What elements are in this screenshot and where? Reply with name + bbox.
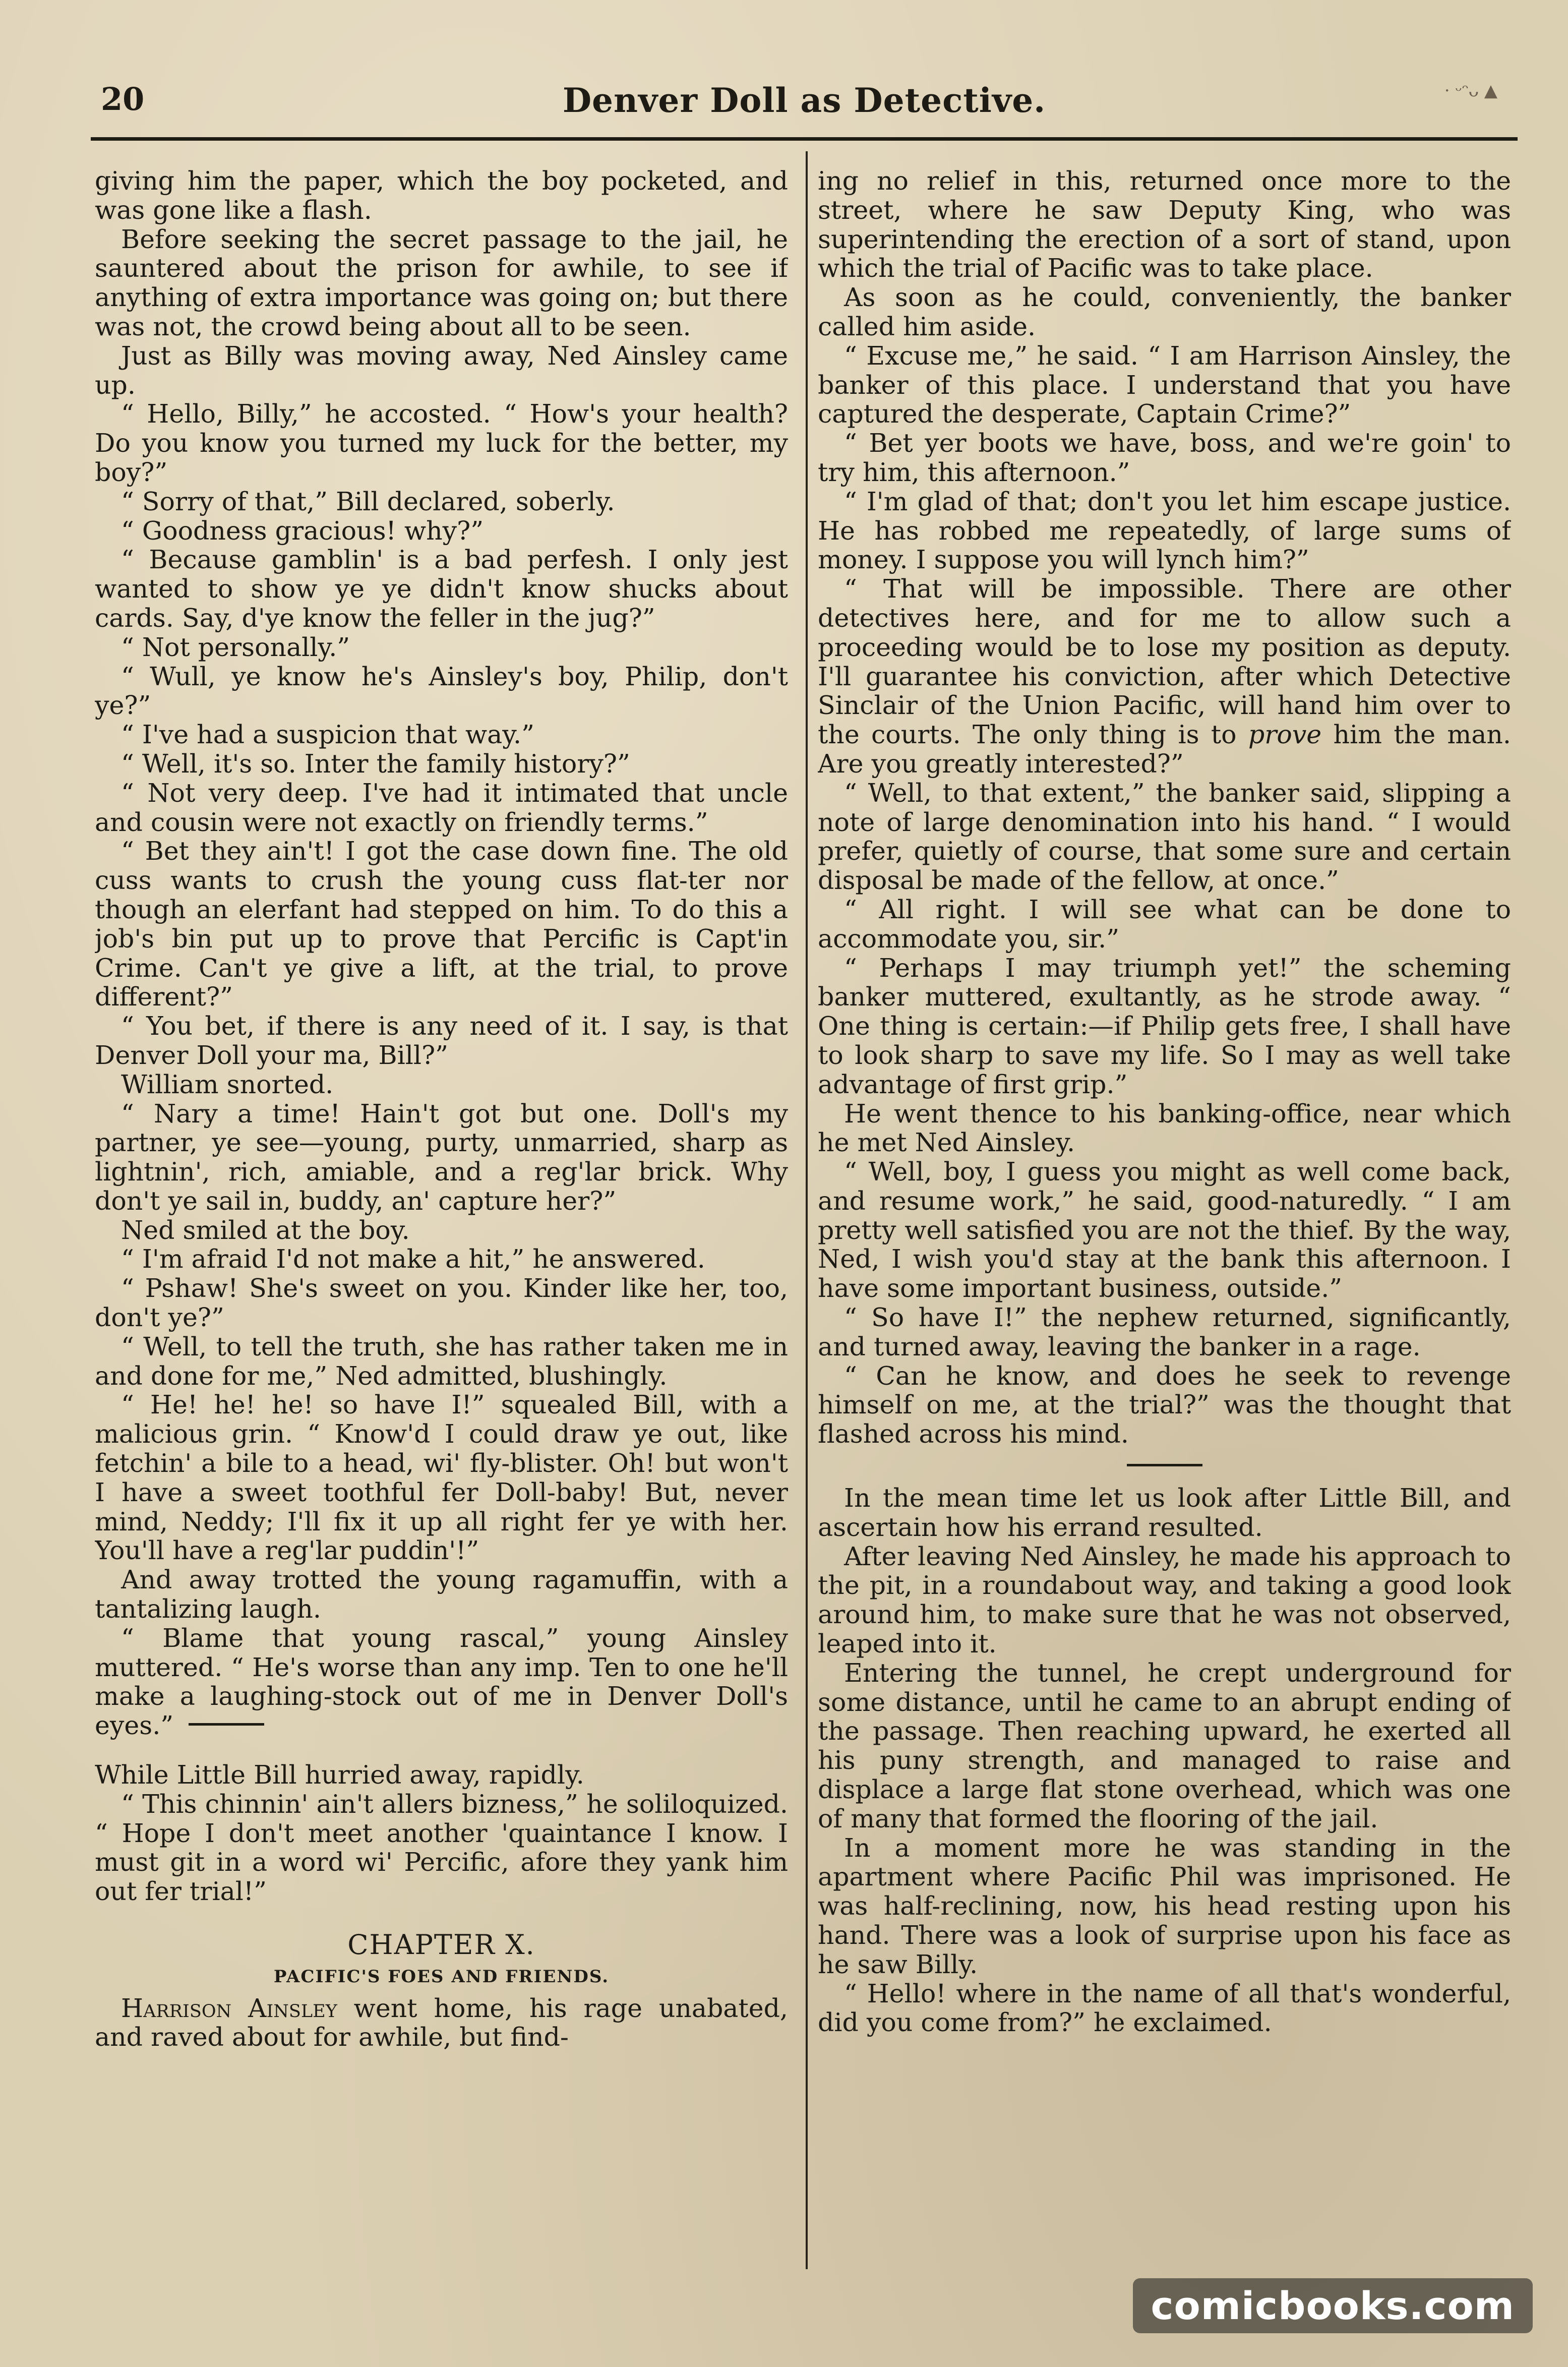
paragraph: “ Bet they ain't! I got the case down fine. The old cuss wants to crush the young cuss flat-ter nor though an elerfant had stepped on him. To do this a job's bin put up to prove that Percific is Capt'in Crime. Can't ye give a lift, at the trial, to prove different?” — [95, 836, 788, 1012]
paragraph: giving him the paper, which the boy pocketed, and was gone like a flash. — [95, 166, 788, 225]
right-column — [818, 166, 1511, 2284]
paragraph: “ Well, it's so. Inter the family history?” — [121, 748, 630, 779]
paragraph: “ So have I!” the nephew returned, significantly, and turned away, leaving the banker in a rage. — [818, 1303, 1511, 1362]
chapter-opening-paragraph — [95, 1994, 788, 2052]
paragraph: “ Well, to tell the truth, she has rather taken me in and done for me,” Ned admitted, blushingly. — [95, 1331, 788, 1391]
chapter-lead-name: Harrison Ainsley — [121, 1993, 337, 2023]
paragraph: While Little Bill hurried away, rapidly. — [95, 1760, 584, 1790]
paragraph: In the mean time let us look after Little Bill, and ascertain how his errand resulted. — [818, 1483, 1511, 1542]
paragraph: ing no relief in this, returned once more to the street, where he saw Deputy King, who was superintending the erection of a sort of stand, upon which the trial of Pacific was to take place. — [818, 166, 1511, 283]
paragraph: And away trotted the young ragamuffin, with a tantalizing laugh. — [95, 1565, 788, 1624]
left-column — [95, 166, 788, 2284]
paragraph: “ Nary a time! Hain't got but one. Doll's my partner, ye see—young, purty, unmarried, sharp as lightnin', rich, amiable, and a reg'lar brick. Why don't ye sail in, buddy, an' capture her?” — [95, 1098, 788, 1216]
paragraph: “ Can he know, and does he seek to revenge himself on me, at the trial?” was the thought that flashed across his mind. — [818, 1360, 1511, 1449]
chapter-title: CHAPTER X. — [347, 1929, 535, 1961]
paragraph-text: “ Blame that young rascal,” young Ainsley muttered. “ He's worse than any imp. Ten to one he'll make a laughing-stock out of me in Denver Doll's eyes.” — [95, 1623, 788, 1741]
paragraph-before-section-break — [95, 1624, 788, 1740]
paragraph: “ Not very deep. I've had it intimated that uncle and cousin were not exactly on friendly terms.” — [95, 778, 788, 837]
paragraph: William snorted. — [121, 1069, 334, 1099]
paragraph-text: him the man. Are you greatly interested?” — [818, 720, 1511, 779]
paragraph: “ Excuse me,” he said. “ I am Harrison Ainsley, the banker of this place. I understand that you have captured the desperate, Captain Crime?” — [818, 340, 1511, 429]
paragraph: He went thence to his banking-office, near which he met Ned Ainsley. — [818, 1098, 1511, 1158]
column-divider — [806, 151, 808, 2269]
paragraph: “ This chinnin' ain't allers bizness,” he soliloquized. “ Hope I don't meet another 'quaintance I know. I must git in a word wi' Percific, afore they yank him out fer trial!” — [95, 1789, 788, 1907]
section-break-rule — [189, 1723, 264, 1726]
paragraph-impossible — [818, 574, 1511, 779]
paragraph: “ Goodness gracious! why?” — [121, 515, 484, 546]
right-paragraphs-group-3 — [818, 1484, 1511, 2037]
paragraph: “ Sorry of that,” Bill declared, soberly. — [121, 486, 615, 516]
paragraph: “ Because gamblin' is a bad perfesh. I only jest wanted to show ye ye didn't know shucks about cards. Say, d'ye know the feller in the jug?” — [95, 545, 788, 633]
paragraph: “ You bet, if there is any need of it. I say, is that Denver Doll your ma, Bill?” — [95, 1011, 788, 1070]
paragraph-text: “ That will be impossible. There are other detectives here, and for me to allow such a proceeding would be to lose my position as deputy. I'll guarantee his conviction, after which Detective Sinclair of the Union Pacific, will hand him over to the courts. The only thing is to — [818, 574, 1511, 750]
paragraph: “ Bet yer boots we have, boss, and we're goin' to try him, this afternoon.” — [818, 428, 1511, 487]
paragraph: As soon as he could, conveniently, the banker called him aside. — [818, 282, 1511, 341]
paragraph: Ned smiled at the boy. — [121, 1215, 410, 1245]
page-header — [96, 76, 1513, 131]
paragraph: “ Perhaps I may triumph yet!” the scheming banker muttered, exultantly, as he strode away. “ One thing is certain:—if Philip gets free, I shall have to look sharp to save my life. So I may as well take advantage of first grip.” — [818, 953, 1511, 1099]
chapter-lead-rest: went home, his rage unabated, and raved about for awhile, but find- — [95, 1993, 788, 2052]
paragraph: “ Well, to that extent,” the banker said, slipping a note of large denomination into his hand. “ I would prefer, quietly of course, that some sure and certain disposal be made of the fellow, at once.” — [818, 778, 1511, 896]
paragraph: “ He! he! he! so have I!” squealed Bill, with a malicious grin. “ Know'd I could draw ye out, like fetchin' a bile to a head, wi' fly-blister. Oh! but won't I have a sweet toothful fer Doll-baby! But, never mind, Neddy; I'll fix it up all right fer ye with her. You'll have a reg'lar puddin'!” — [95, 1390, 788, 1566]
paragraph: “ I'm afraid I'd not make a hit,” he answered. — [121, 1244, 705, 1274]
right-paragraphs-group-2 — [818, 779, 1511, 1449]
watermark-logo: comicbooks.com — [1133, 2278, 1533, 2333]
corner-ink-mark: · ᵕᵔᴗ ▲ — [1444, 81, 1497, 101]
paragraph: “ Well, boy, I guess you might as well come back, and resume work,” he said, good-naturedly. “ I am pretty well satisfied you are not the thief. By the way, Ned, I wish you'd stay at the bank this afternoon. I have some important business, outside.” — [818, 1157, 1511, 1304]
paragraph: “ Wull, ye know he's Ainsley's boy, Philip, don't ye?” — [95, 661, 788, 721]
paragraph: “ All right. I will see what can be done to accommodate you, sir.” — [818, 894, 1511, 954]
paragraph: After leaving Ned Ainsley, he made his approach to the pit, in a roundabout way, and taking a good look around him, to make sure that he was not observed, leaped into it. — [818, 1541, 1511, 1659]
paragraph: Before seeking the secret passage to the jail, he sauntered about the prison for awhile, to see if anything of extra importance was going on; but there was not, the crowd being about all to be seen. — [95, 224, 788, 341]
section-break-rule — [1127, 1464, 1202, 1466]
left-paragraphs-group-1 — [95, 166, 788, 1624]
page-number: 20 — [101, 81, 145, 117]
chapter-subtitle: PACIFIC'S FOES AND FRIENDS. — [273, 1966, 610, 1987]
paragraph: “ Hello, Billy,” he accosted. “ How's your health? Do you know you turned my luck for the better, my boy?” — [95, 399, 788, 487]
left-paragraphs-group-2 — [95, 1760, 788, 1906]
emphasized-word: prove — [1248, 720, 1322, 750]
paragraph: “ Not personally.” — [121, 632, 350, 662]
header-rule — [91, 137, 1518, 141]
paragraph: Entering the tunnel, he crept underground for some distance, until he came to an abrupt ending of the passage. Then reaching upward, he exerted all his puny strength, and managed to raise and displace a large flat stone overhead, which was one of many that formed the flooring of the jail. — [818, 1658, 1511, 1833]
paragraph: In a moment more he was standing in the apartment where Pacific Phil was imprisoned. He was half-reclining, now, his head resting upon his hand. There was a look of surprise upon his face as he saw Billy. — [818, 1832, 1511, 1979]
paragraph: “ I'm glad of that; don't you let him escape justice. He has robbed me repeatedly, of large sums of money. I suppose you will lynch him?” — [818, 486, 1511, 575]
right-paragraphs-group-1 — [818, 166, 1511, 574]
paragraph: “ I've had a suspicion that way.” — [121, 720, 534, 750]
paragraph: Just as Billy was moving away, Ned Ainsley came up. — [95, 340, 788, 400]
running-title: Denver Doll as Detective. — [562, 81, 1046, 120]
paragraph: “ Pshaw! She's sweet on you. Kinder like her, too, don't ye?” — [95, 1273, 788, 1333]
paragraph: “ Hello! where in the name of all that's wonderful, did you come from?” he exclaimed. — [818, 1978, 1511, 2038]
